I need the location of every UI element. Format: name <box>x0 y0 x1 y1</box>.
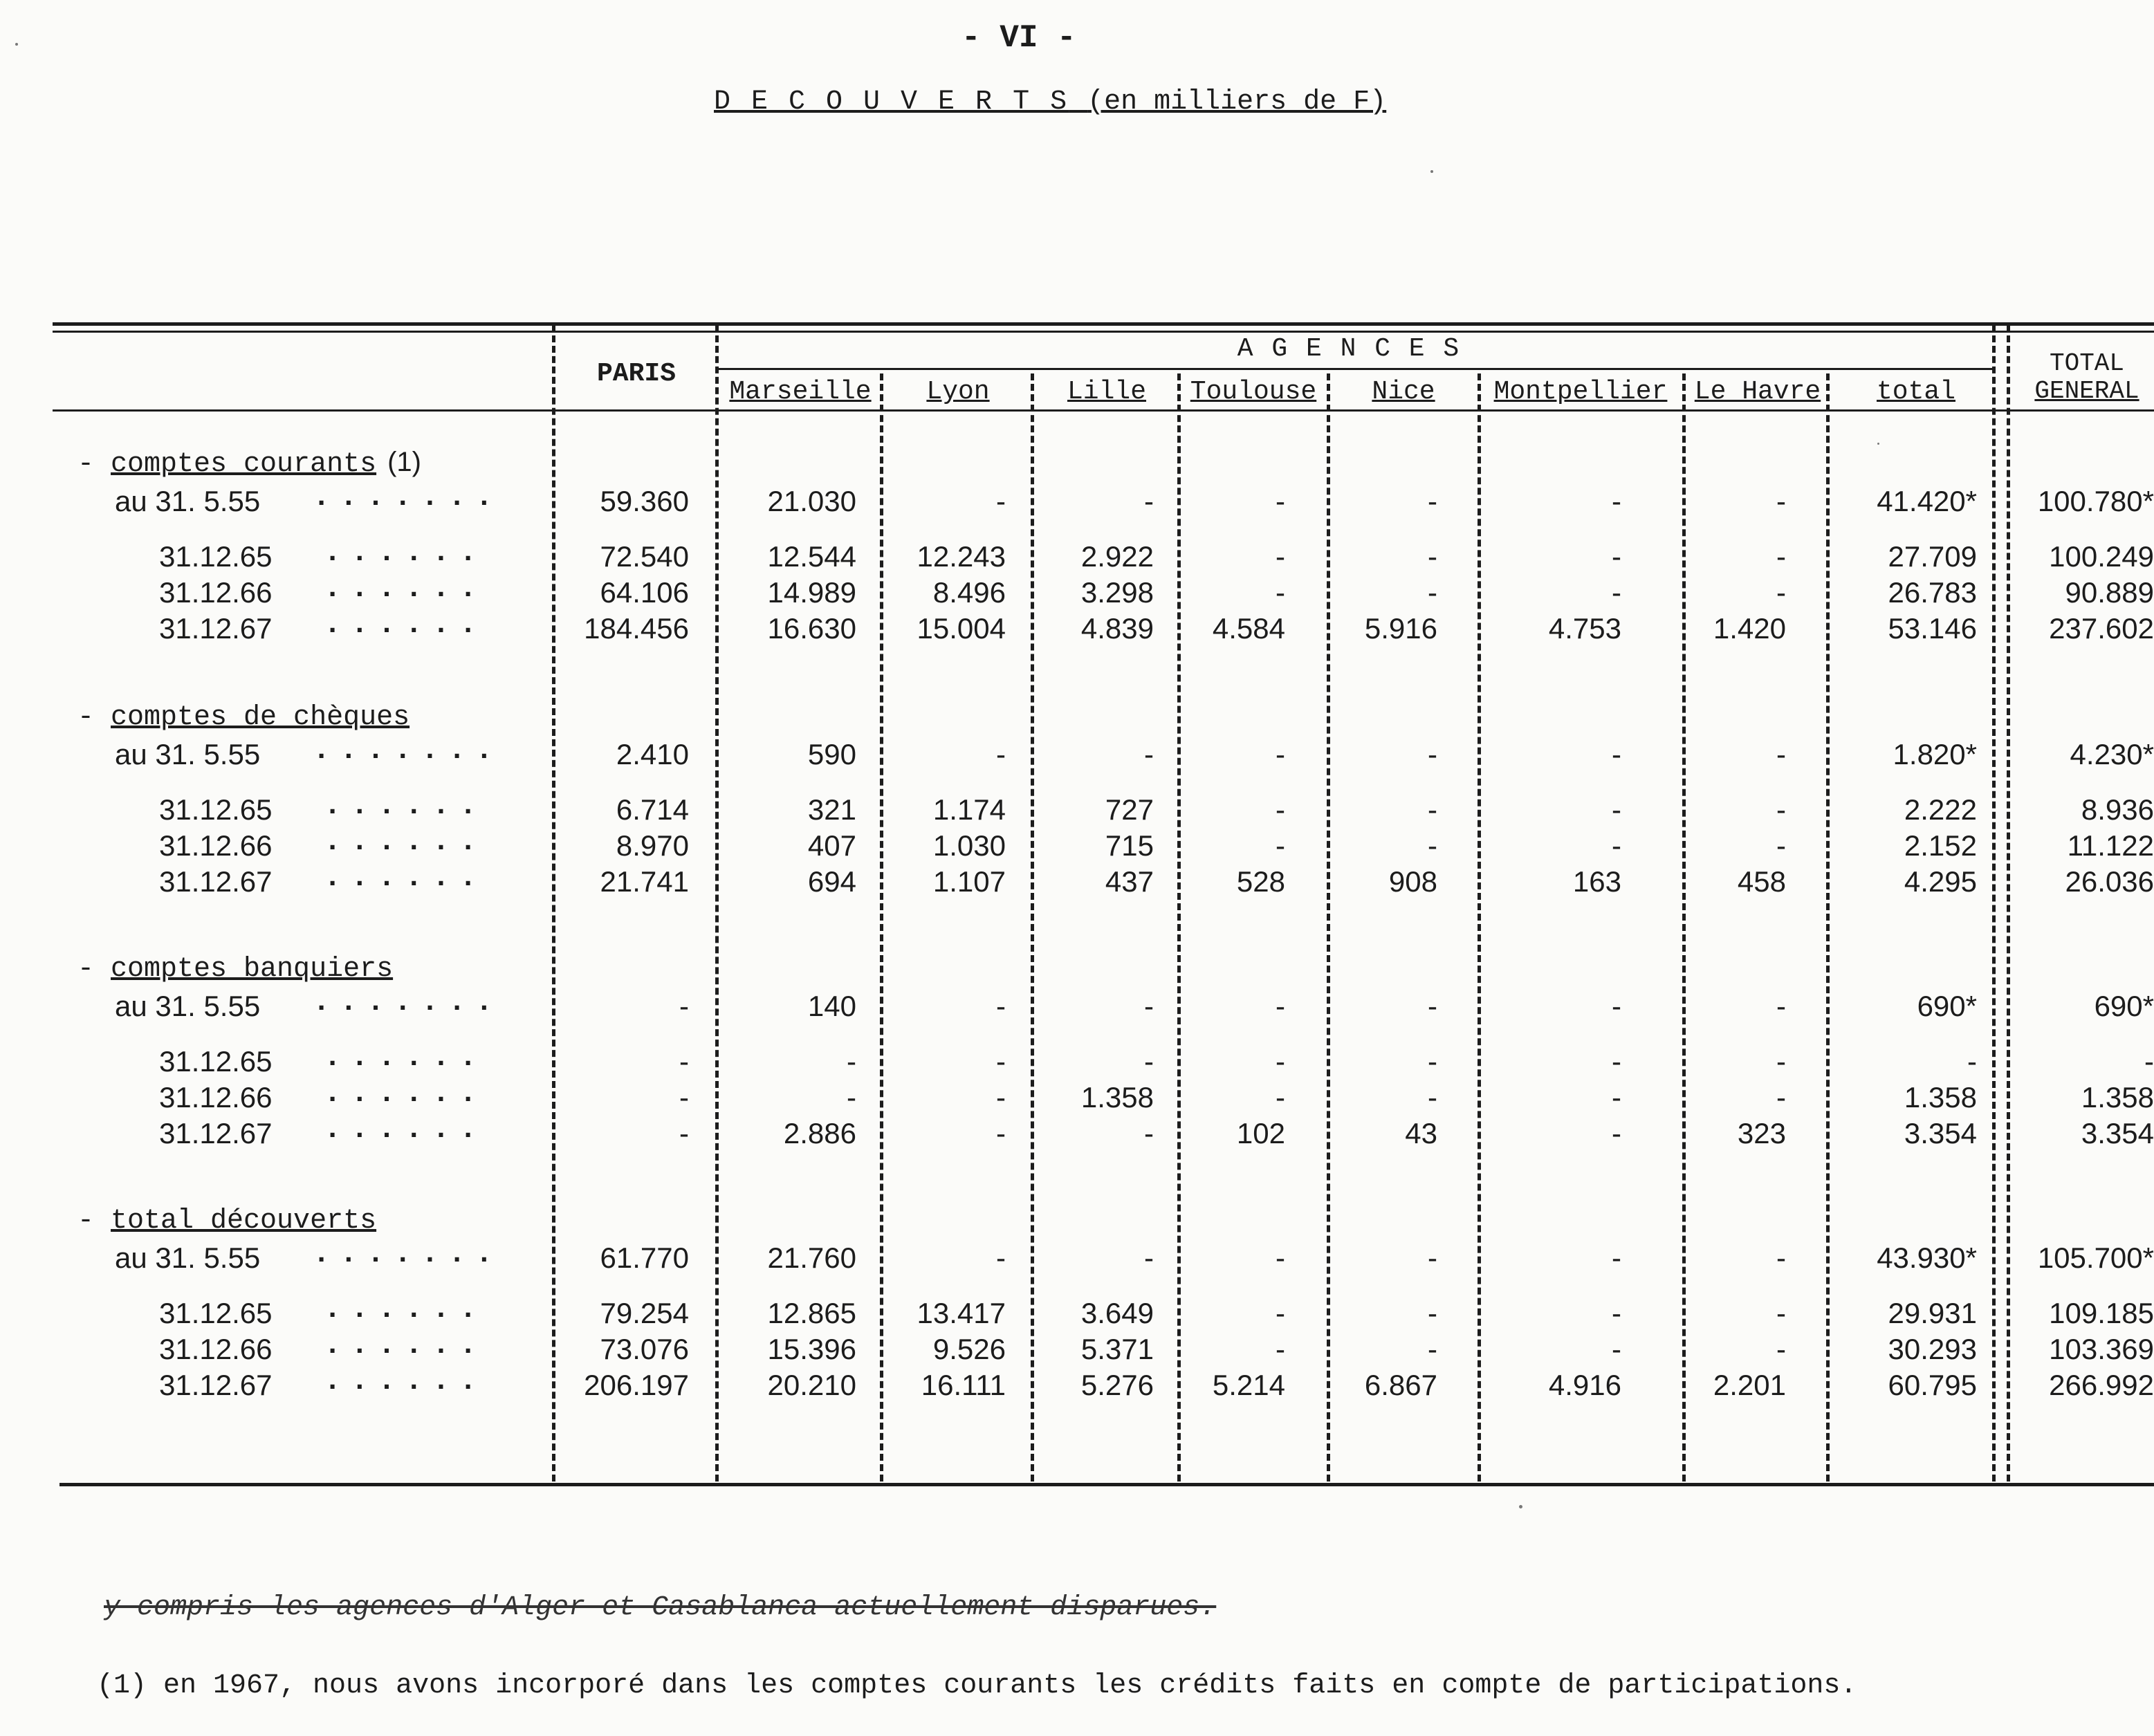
table-cell: 1.358 <box>1080 1081 1154 1114</box>
row-date: au 31. 5.55 <box>115 990 261 1022</box>
table-cell: 3.298 <box>1080 576 1154 609</box>
table-cell: - <box>1428 540 1437 573</box>
scan-speck <box>1877 443 1879 445</box>
row-date: 31.12.66 <box>159 1333 273 1365</box>
row-date: 31.12.67 <box>159 612 273 645</box>
column-separator <box>1826 373 1830 1481</box>
table-cell: - <box>1776 576 1786 609</box>
table-cell: 14.989 <box>767 576 856 609</box>
table-cell: 8.496 <box>932 576 1006 609</box>
section-label: total découverts <box>111 1206 377 1237</box>
table-cell: - <box>1428 1333 1437 1365</box>
table-cell: 90.889 <box>2065 576 2154 609</box>
table-cell: - <box>1612 1081 1621 1114</box>
table-cell: - <box>1612 540 1621 573</box>
table-cell: - <box>1276 1241 1285 1274</box>
row-date: 31.12.66 <box>159 829 273 862</box>
section-dash: - <box>77 449 111 480</box>
table-cell: 2.886 <box>783 1117 856 1149</box>
table-cell: 163 <box>1572 865 1621 898</box>
table-cell: - <box>847 1081 856 1114</box>
table-cell: 266.992 <box>2049 1369 2154 1401</box>
table-cell: 458 <box>1737 865 1786 898</box>
header-total-general-2: GENERAL <box>2034 377 2139 405</box>
table-cell: 2.410 <box>616 738 689 770</box>
table-cell: - <box>1428 829 1437 862</box>
table-cell: 21.741 <box>600 865 689 898</box>
table-cell: - <box>1276 576 1285 609</box>
table-cell: 184.456 <box>584 612 689 645</box>
section-dash: - <box>77 1206 111 1237</box>
table-cell: 5.371 <box>1080 1333 1154 1365</box>
header-montpellier: Montpellier <box>1493 377 1668 407</box>
table-cell: 103.369 <box>2049 1333 2154 1365</box>
table-cell: - <box>1276 829 1285 862</box>
table-cell: - <box>1276 1045 1285 1078</box>
table-cell: 105.700* <box>2037 1241 2154 1274</box>
table-cell: 12.865 <box>767 1297 856 1329</box>
table-cell: 1.420 <box>1713 612 1786 645</box>
table-cell: - <box>1428 1081 1437 1114</box>
table-cell: - <box>1428 1297 1437 1329</box>
table-cell: 727 <box>1105 793 1154 826</box>
section-label: comptes de chèques <box>111 702 410 733</box>
table-cell: 9.526 <box>932 1333 1006 1365</box>
table-cell: 4.753 <box>1548 612 1621 645</box>
table-cell: - <box>1144 1117 1154 1149</box>
table-cell: 2.152 <box>1904 829 1977 862</box>
table-cell: - <box>1612 1297 1621 1329</box>
table-cell: - <box>1776 990 1786 1022</box>
row-date: 31.12.66 <box>159 576 273 609</box>
table-cell: - <box>2144 1045 2154 1078</box>
table-cell: 21.030 <box>767 485 856 517</box>
leader-dots: ...... <box>324 1041 487 1074</box>
table-cell: 140 <box>807 990 856 1022</box>
table-cell: 79.254 <box>600 1297 689 1329</box>
table-cell: - <box>1612 1045 1621 1078</box>
leader-dots: ...... <box>324 1113 487 1146</box>
leader-dots: ...... <box>324 789 487 822</box>
table-cell: - <box>1776 540 1786 573</box>
table-cell: 5.916 <box>1364 612 1437 645</box>
table-cell: - <box>996 990 1006 1022</box>
table-cell: - <box>1276 485 1285 517</box>
table-cell: - <box>1776 1241 1786 1274</box>
table-cell: - <box>1428 1045 1437 1078</box>
row-date: 31.12.65 <box>159 1045 273 1078</box>
section-heading <box>77 701 421 732</box>
table-cell: 64.106 <box>600 576 689 609</box>
table-cell: 15.004 <box>917 612 1006 645</box>
table-cell: 8.970 <box>616 829 689 862</box>
table-cell: 5.214 <box>1212 1369 1285 1401</box>
column-separator <box>1478 373 1481 1481</box>
table-cell: 43.930* <box>1877 1241 1977 1274</box>
row-date: 31.12.67 <box>159 1369 273 1401</box>
leader-dots: ....... <box>313 1237 503 1271</box>
header-toulouse: Toulouse <box>1190 377 1317 407</box>
row-date: 31.12.67 <box>159 865 273 898</box>
scan-speck <box>15 43 18 46</box>
table-cell: 1.358 <box>2081 1081 2154 1114</box>
table-cell: - <box>1276 1333 1285 1365</box>
table-cell: 1.174 <box>932 793 1006 826</box>
table-cell: 12.243 <box>917 540 1006 573</box>
table-cell: 4.839 <box>1080 612 1154 645</box>
table-cell: 3.354 <box>2081 1117 2154 1149</box>
table-cell: - <box>1776 1045 1786 1078</box>
struck-out-note: y compris les agences d'Alger et Casablanca actuellement disparues. <box>104 1592 1217 1623</box>
header-le-havre: Le Havre <box>1694 377 1821 407</box>
table-cell: 59.360 <box>600 485 689 517</box>
footnote: (1) en 1967, nous avons incorporé dans les comptes courants les crédits faits en compte de participations. <box>97 1670 1857 1701</box>
table-cell: 3.354 <box>1904 1117 1977 1149</box>
table-cell: - <box>1144 1045 1154 1078</box>
table-cell: 323 <box>1737 1117 1786 1149</box>
table-cell: - <box>1428 793 1437 826</box>
table-cell: 43 <box>1405 1117 1437 1149</box>
table-cell: - <box>1144 485 1154 517</box>
table-cell: 41.420* <box>1877 485 1977 517</box>
table-cell: - <box>1276 1297 1285 1329</box>
table-cell: - <box>1428 485 1437 517</box>
table-cell: - <box>679 1081 689 1114</box>
page-number: - VI - <box>961 20 1076 56</box>
table-cell: 908 <box>1388 865 1437 898</box>
table-cell: - <box>1776 829 1786 862</box>
leader-dots: ...... <box>324 1329 487 1362</box>
table-cell: - <box>996 1081 1006 1114</box>
table-cell: 1.820* <box>1893 738 1977 770</box>
leader-dots: ....... <box>313 986 503 1019</box>
table-cell: - <box>1144 990 1154 1022</box>
table-cell: 528 <box>1236 865 1285 898</box>
table-cell: - <box>1612 1333 1621 1365</box>
table-cell: - <box>1612 793 1621 826</box>
table-cell: - <box>1776 738 1786 770</box>
table-cell: 694 <box>807 865 856 898</box>
table-cell: - <box>996 1241 1006 1274</box>
section-note-ref: (1) <box>387 447 421 477</box>
table-cell: 6.867 <box>1364 1369 1437 1401</box>
row-date: 31.12.65 <box>159 793 273 826</box>
table-cell: - <box>1276 793 1285 826</box>
table-cell: - <box>1776 1333 1786 1365</box>
table-cell: 8.936 <box>2081 793 2154 826</box>
section-heading <box>77 1205 387 1235</box>
table-cell: 715 <box>1105 829 1154 862</box>
table-cell: - <box>1612 485 1621 517</box>
row-date: 31.12.66 <box>159 1081 273 1114</box>
row-date: au 31. 5.55 <box>115 738 261 770</box>
table-cell: - <box>1428 576 1437 609</box>
agences-underline <box>718 368 1994 370</box>
table-cell: - <box>1612 829 1621 862</box>
table-cell: - <box>679 1045 689 1078</box>
table-cell: - <box>1776 793 1786 826</box>
table-cell: 4.584 <box>1212 612 1285 645</box>
table-cell: 21.760 <box>767 1241 856 1274</box>
column-separator <box>715 325 719 1481</box>
table-cell: - <box>1276 540 1285 573</box>
table-cell: - <box>847 1045 856 1078</box>
page-title <box>714 86 1387 118</box>
table-cell: - <box>1612 738 1621 770</box>
table-cell: 690* <box>1917 990 1977 1022</box>
leader-dots: ...... <box>324 1077 487 1110</box>
table-cell: 590 <box>807 738 856 770</box>
table-cell: 1.107 <box>932 865 1006 898</box>
title-text: D E C O U V E R T S <box>714 86 1069 118</box>
table-cell: 100.249 <box>2049 540 2154 573</box>
header-agences: A G E N C E S <box>1237 334 1461 364</box>
table-cell: 206.197 <box>584 1369 689 1401</box>
table-cell: 1.030 <box>932 829 1006 862</box>
table-cell: - <box>1967 1045 1977 1078</box>
table-cell: 60.795 <box>1888 1369 1977 1401</box>
section-dash: - <box>77 702 111 733</box>
double-column-separator <box>1992 325 2010 1481</box>
section-label: comptes courants <box>111 449 377 480</box>
table-cell: 4.230* <box>2070 738 2154 770</box>
table-cell: 321 <box>807 793 856 826</box>
table-cell: - <box>1776 485 1786 517</box>
table-cell: 15.396 <box>767 1333 856 1365</box>
leader-dots: ....... <box>313 481 503 514</box>
table-cell: - <box>996 1045 1006 1078</box>
table-cell: - <box>679 1117 689 1149</box>
column-separator <box>552 325 555 1481</box>
table-cell: 407 <box>807 829 856 862</box>
section-heading <box>77 953 404 984</box>
table-cell: - <box>996 738 1006 770</box>
table-cell: 2.201 <box>1713 1369 1786 1401</box>
table-cell: 73.076 <box>600 1333 689 1365</box>
table-cell: 12.544 <box>767 540 856 573</box>
leader-dots: ...... <box>324 572 487 605</box>
leader-dots: ...... <box>324 536 487 569</box>
table-cell: - <box>1428 738 1437 770</box>
header-marseille: Marseille <box>729 377 872 407</box>
table-cell: 61.770 <box>600 1241 689 1274</box>
row-date: 31.12.65 <box>159 540 273 573</box>
table-cell: 53.146 <box>1888 612 1977 645</box>
table-cell: 237.602 <box>2049 612 2154 645</box>
table-cell: 1.358 <box>1904 1081 1977 1114</box>
table-cell: 13.417 <box>917 1297 1006 1329</box>
table-cell: 6.714 <box>616 793 689 826</box>
table-cell: 16.111 <box>921 1369 1006 1401</box>
table-cell: 2.922 <box>1080 540 1154 573</box>
table-cell: - <box>1276 738 1285 770</box>
table-cell: - <box>996 485 1006 517</box>
row-date: 31.12.67 <box>159 1117 273 1149</box>
table-cell: 72.540 <box>600 540 689 573</box>
section-dash: - <box>77 954 111 985</box>
header-lille: Lille <box>1067 377 1147 407</box>
table-cell: 3.649 <box>1080 1297 1154 1329</box>
scan-speck <box>1430 170 1433 173</box>
table-cell: 690* <box>2094 990 2154 1022</box>
section-label: comptes banquiers <box>111 954 394 985</box>
table-cell: 4.916 <box>1548 1369 1621 1401</box>
title-unit: (en milliers de F) <box>1087 86 1387 118</box>
table-cell: 437 <box>1105 865 1154 898</box>
header-total-general-1: TOTAL <box>2049 349 2125 378</box>
table-cell: - <box>1612 1117 1621 1149</box>
table-cell: 11.122 <box>2067 829 2154 862</box>
table-cell: - <box>1276 1081 1285 1114</box>
table-cell: - <box>679 990 689 1022</box>
table-cell: - <box>996 1117 1006 1149</box>
table-cell: 20.210 <box>767 1369 856 1401</box>
table-cell: - <box>1776 1081 1786 1114</box>
header-nice: Nice <box>1372 377 1435 407</box>
table-cell: - <box>1776 1297 1786 1329</box>
table-cell: 2.222 <box>1904 793 1977 826</box>
table-cell: - <box>1144 738 1154 770</box>
leader-dots: ...... <box>324 1365 487 1398</box>
leader-dots: ...... <box>324 861 487 894</box>
leader-dots: ...... <box>324 608 487 641</box>
row-date: au 31. 5.55 <box>115 1241 261 1274</box>
header-total: total <box>1876 377 1956 407</box>
table-cell: - <box>1612 990 1621 1022</box>
table-cell: - <box>1428 1241 1437 1274</box>
table-cell: 4.295 <box>1904 865 1977 898</box>
table-cell: 27.709 <box>1888 540 1977 573</box>
row-date: 31.12.65 <box>159 1297 273 1329</box>
table-cell: - <box>1612 1241 1621 1274</box>
header-bottom-rule <box>53 409 2154 412</box>
table-cell: - <box>1428 990 1437 1022</box>
leader-dots: ...... <box>324 1293 487 1326</box>
table-cell: 30.293 <box>1888 1333 1977 1365</box>
table-cell: 29.931 <box>1888 1297 1977 1329</box>
table-cell: 26.783 <box>1888 576 1977 609</box>
table-cell: - <box>1276 990 1285 1022</box>
table-cell: 100.780* <box>2037 485 2154 517</box>
table-cell: 26.036 <box>2065 865 2154 898</box>
table-cell: 16.630 <box>767 612 856 645</box>
header-lyon: Lyon <box>926 377 990 407</box>
table-cell: 102 <box>1236 1117 1285 1149</box>
table-cell: 109.185 <box>2049 1297 2154 1329</box>
table-cell: 5.276 <box>1080 1369 1154 1401</box>
table-bottom-rule <box>59 1483 2154 1486</box>
leader-dots: ....... <box>313 734 503 767</box>
table-cell: - <box>1144 1241 1154 1274</box>
table-top-rule-2 <box>53 331 2154 333</box>
scan-speck <box>1519 1505 1522 1508</box>
table-cell: - <box>1612 576 1621 609</box>
header-paris: PARIS <box>596 359 676 389</box>
section-heading <box>77 448 421 479</box>
table-top-rule <box>53 322 2154 326</box>
leader-dots: ...... <box>324 825 487 858</box>
row-date: au 31. 5.55 <box>115 485 261 517</box>
